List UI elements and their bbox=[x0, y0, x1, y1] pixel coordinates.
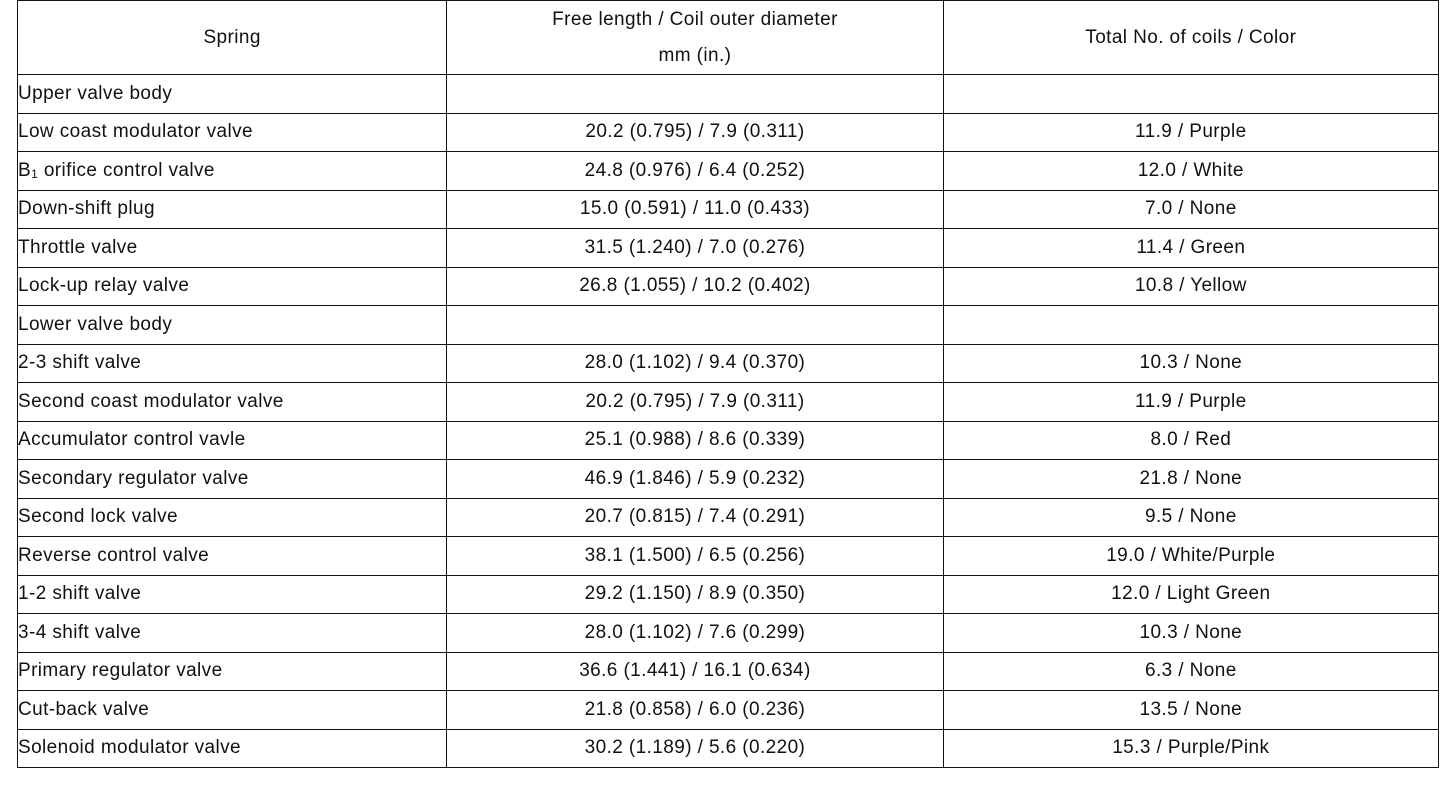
free-length-value: 25.1 (0.988) / 8.6 (0.339) bbox=[447, 421, 943, 460]
spring-name: 1-2 shift valve bbox=[18, 575, 447, 614]
spring-name: Second coast modulator valve bbox=[18, 383, 447, 422]
spring-spec-table bbox=[17, 0, 1439, 768]
header-free-length-title: Free length / Coil outer diameter bbox=[552, 8, 838, 30]
coils-color-value: 11.9 / Purple bbox=[943, 113, 1438, 152]
spring-name: 3-4 shift valve bbox=[18, 614, 447, 653]
header-coils-color: Total No. of coils / Color bbox=[943, 1, 1438, 75]
coils-color-value: 21.8 / None bbox=[943, 460, 1438, 499]
header-free-length-unit: mm (in.) bbox=[658, 44, 732, 66]
table-row bbox=[18, 729, 1439, 768]
header-row bbox=[18, 1, 1439, 75]
spring-name-subscript: 1 bbox=[31, 166, 39, 181]
coils-color-value: 10.8 / Yellow bbox=[943, 267, 1438, 306]
section-row-lower bbox=[18, 306, 1439, 345]
coils-color-value: 10.3 / None bbox=[943, 344, 1438, 383]
coils-color-value: 13.5 / None bbox=[943, 691, 1438, 730]
free-length-value: 20.2 (0.795) / 7.9 (0.311) bbox=[447, 383, 943, 422]
spring-name: Low coast modulator valve bbox=[18, 113, 447, 152]
free-length-value: 28.0 (1.102) / 9.4 (0.370) bbox=[447, 344, 943, 383]
table-row bbox=[18, 460, 1439, 499]
coils-color-value: 15.3 / Purple/Pink bbox=[943, 729, 1438, 768]
table-row bbox=[18, 421, 1439, 460]
spring-name: Down-shift plug bbox=[18, 190, 447, 229]
free-length-value: 29.2 (1.150) / 8.9 (0.350) bbox=[447, 575, 943, 614]
section-row-upper bbox=[18, 75, 1439, 114]
spring-name: Cut-back valve bbox=[18, 691, 447, 730]
table-row bbox=[18, 229, 1439, 268]
table-row bbox=[18, 614, 1439, 653]
table-row bbox=[18, 344, 1439, 383]
free-length-value: 24.8 (0.976) / 6.4 (0.252) bbox=[447, 152, 943, 191]
coils-color-value: 11.4 / Green bbox=[943, 229, 1438, 268]
free-length-value: 20.2 (0.795) / 7.9 (0.311) bbox=[447, 113, 943, 152]
table-row bbox=[18, 190, 1439, 229]
table-row bbox=[18, 498, 1439, 537]
spring-name: Throttle valve bbox=[18, 229, 447, 268]
table-row bbox=[18, 575, 1439, 614]
free-length-value: 20.7 (0.815) / 7.4 (0.291) bbox=[447, 498, 943, 537]
free-length-value: 31.5 (1.240) / 7.0 (0.276) bbox=[447, 229, 943, 268]
table-row bbox=[18, 383, 1439, 422]
free-length-value: 15.0 (0.591) / 11.0 (0.433) bbox=[447, 190, 943, 229]
coils-color-value: 9.5 / None bbox=[943, 498, 1438, 537]
spring-name: Secondary regulator valve bbox=[18, 460, 447, 499]
coils-color-value: 19.0 / White/Purple bbox=[943, 537, 1438, 576]
empty-cell bbox=[943, 75, 1438, 114]
table-row bbox=[18, 652, 1439, 691]
free-length-value: 46.9 (1.846) / 5.9 (0.232) bbox=[447, 460, 943, 499]
section-title: Lower valve body bbox=[18, 306, 447, 345]
spring-name: Second lock valve bbox=[18, 498, 447, 537]
free-length-value: 28.0 (1.102) / 7.6 (0.299) bbox=[447, 614, 943, 653]
header-free-length bbox=[447, 1, 943, 75]
coils-color-value: 12.0 / Light Green bbox=[943, 575, 1438, 614]
section-title: Upper valve body bbox=[18, 75, 447, 114]
spring-name: Accumulator control vavle bbox=[18, 421, 447, 460]
empty-cell bbox=[447, 306, 943, 345]
spring-name: Solenoid modulator valve bbox=[18, 729, 447, 768]
table-row bbox=[18, 537, 1439, 576]
coils-color-value: 7.0 / None bbox=[943, 190, 1438, 229]
empty-cell bbox=[943, 306, 1438, 345]
spring-name bbox=[18, 152, 447, 191]
free-length-value: 30.2 (1.189) / 5.6 (0.220) bbox=[447, 729, 943, 768]
table-row bbox=[18, 691, 1439, 730]
spring-name-suffix: orifice control valve bbox=[38, 159, 215, 181]
free-length-value: 36.6 (1.441) / 16.1 (0.634) bbox=[447, 652, 943, 691]
spring-name-prefix: B bbox=[18, 159, 32, 181]
free-length-value: 38.1 (1.500) / 6.5 (0.256) bbox=[447, 537, 943, 576]
coils-color-value: 12.0 / White bbox=[943, 152, 1438, 191]
spring-name: Reverse control valve bbox=[18, 537, 447, 576]
table-row bbox=[18, 267, 1439, 306]
spring-name: Lock-up relay valve bbox=[18, 267, 447, 306]
coils-color-value: 6.3 / None bbox=[943, 652, 1438, 691]
coils-color-value: 10.3 / None bbox=[943, 614, 1438, 653]
free-length-value: 26.8 (1.055) / 10.2 (0.402) bbox=[447, 267, 943, 306]
table-row bbox=[18, 152, 1439, 191]
table-row bbox=[18, 113, 1439, 152]
spring-name: Primary regulator valve bbox=[18, 652, 447, 691]
coils-color-value: 8.0 / Red bbox=[943, 421, 1438, 460]
empty-cell bbox=[447, 75, 943, 114]
free-length-value: 21.8 (0.858) / 6.0 (0.236) bbox=[447, 691, 943, 730]
header-spring: Spring bbox=[18, 1, 447, 75]
coils-color-value: 11.9 / Purple bbox=[943, 383, 1438, 422]
spring-name: 2-3 shift valve bbox=[18, 344, 447, 383]
